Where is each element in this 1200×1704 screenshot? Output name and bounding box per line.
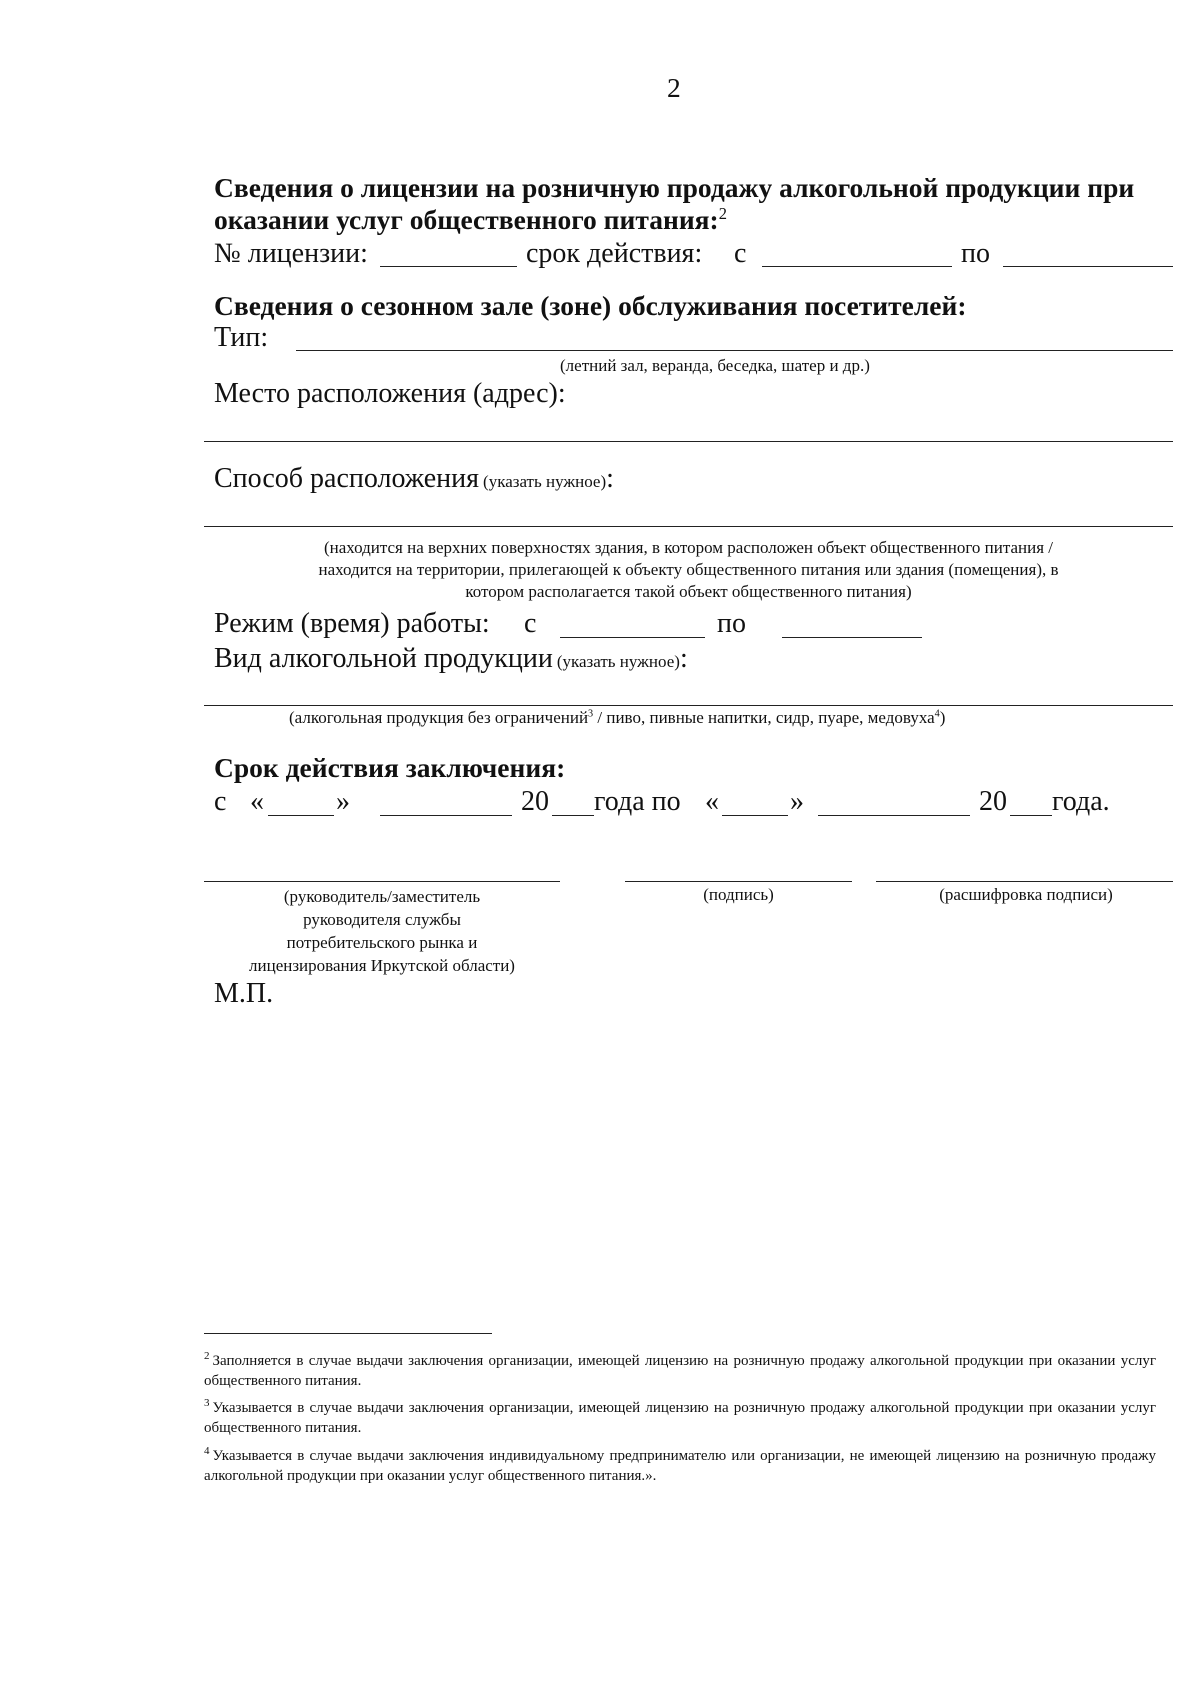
schedule-label: Режим (время) работы: bbox=[214, 608, 490, 639]
placement-hint: (находится на верхних поверхностях здания, в котором расположен объект общественного питания / находится на территории, прилегающей к объекту общественного питания или здания (помещения), в котором располагается такой объект общественного питания) bbox=[318, 538, 1059, 601]
validity-from-quote-open: « bbox=[250, 786, 264, 817]
alcohol-hint: (алкогольная продукция без ограничений$^3$ / пиво, пивные напитки, сидр, пуаре, медовуха$^4$) bbox=[289, 708, 946, 727]
validity-to-month-field[interactable] bbox=[818, 815, 970, 816]
validity-year-end-label: года. bbox=[1052, 786, 1110, 817]
alcohol-label: Вид алкогольной продукции (указать нужное): bbox=[214, 643, 688, 674]
footnote-4: $^4$ Указывается в случае выдачи заключения индивидуальному предпринимателю или организации, не имеющей лицензию на розничную продажу алкогольной продукции при оказании услуг общественного питания.». bbox=[204, 1445, 1156, 1484]
validity-from-quote-close: » bbox=[336, 786, 350, 817]
validity-to-quote-open: « bbox=[705, 786, 719, 817]
seasonal-heading: Сведения о сезонном зале (зоне) обслуживания посетителей: bbox=[214, 290, 967, 321]
type-field[interactable] bbox=[296, 350, 1173, 351]
validity-from-year-field[interactable] bbox=[552, 815, 594, 816]
license-to-label: по bbox=[961, 238, 990, 269]
validity-to-quote-close: » bbox=[790, 786, 804, 817]
location-label: Место расположения (адрес): bbox=[214, 378, 566, 409]
validity-from-month-field[interactable] bbox=[380, 815, 512, 816]
page-number: 2 bbox=[667, 72, 681, 103]
schedule-to-field[interactable] bbox=[782, 637, 922, 638]
schedule-to-label: по bbox=[717, 608, 746, 639]
signature-line[interactable] bbox=[625, 881, 852, 882]
type-label: Тип: bbox=[214, 322, 269, 353]
license-from-field[interactable] bbox=[762, 266, 952, 267]
stamp-label: М.П. bbox=[214, 978, 274, 1009]
placement-label: Способ расположения (указать нужное): bbox=[214, 463, 614, 494]
validity-heading: Срок действия заключения: bbox=[214, 752, 566, 783]
head-caption: (руководитель/заместитель руководителя службы потребительского рынка и лицензирования Иркутской области) bbox=[249, 887, 515, 975]
footnote-ref-2: 2 bbox=[718, 204, 727, 223]
footnote-3: $^3$ Указывается в случае выдачи заключения организации, имеющей лицензию на розничную продажу алкогольной продукции при оказании услуг общественного питания. bbox=[204, 1397, 1156, 1436]
schedule-from-label: с bbox=[524, 608, 537, 639]
license-heading-line1: Сведения о лицензии на розничную продажу алкогольной продукции при bbox=[214, 172, 1135, 203]
validity-from-label: с bbox=[214, 786, 227, 817]
head-signature-line[interactable] bbox=[204, 881, 560, 882]
placement-field[interactable] bbox=[204, 526, 1173, 527]
footnote-separator bbox=[204, 1333, 492, 1334]
license-heading-line2: оказании услуг общественного питания:$^2$ bbox=[214, 204, 727, 236]
location-field[interactable] bbox=[204, 441, 1173, 442]
schedule-from-field[interactable] bbox=[560, 637, 705, 638]
license-number-label: № лицензии: bbox=[214, 238, 368, 269]
validity-from-day-field[interactable] bbox=[268, 815, 334, 816]
validity-to-year-field[interactable] bbox=[1010, 815, 1052, 816]
type-hint: (летний зал, веранда, беседка, шатер и др.) bbox=[560, 356, 870, 375]
license-number-field[interactable] bbox=[380, 266, 517, 267]
signature-caption: (подпись) bbox=[703, 885, 774, 904]
decoding-caption: (расшифровка подписи) bbox=[939, 885, 1113, 904]
validity-to-day-field[interactable] bbox=[722, 815, 788, 816]
validity-to-year-prefix: 20 bbox=[979, 786, 1007, 817]
license-to-field[interactable] bbox=[1003, 266, 1173, 267]
license-from-label: с bbox=[734, 238, 747, 269]
alcohol-field[interactable] bbox=[204, 705, 1173, 706]
validity-year-to-label: года по bbox=[594, 786, 681, 817]
footnote-2: $^2$ Заполняется в случае выдачи заключения организации, имеющей лицензию на розничную продажу алкогольной продукции при оказании услуг общественного питания. bbox=[204, 1350, 1156, 1389]
signature-decoding-line[interactable] bbox=[876, 881, 1173, 882]
validity-from-year-prefix: 20 bbox=[521, 786, 549, 817]
license-validity-label: срок действия: bbox=[526, 238, 703, 269]
